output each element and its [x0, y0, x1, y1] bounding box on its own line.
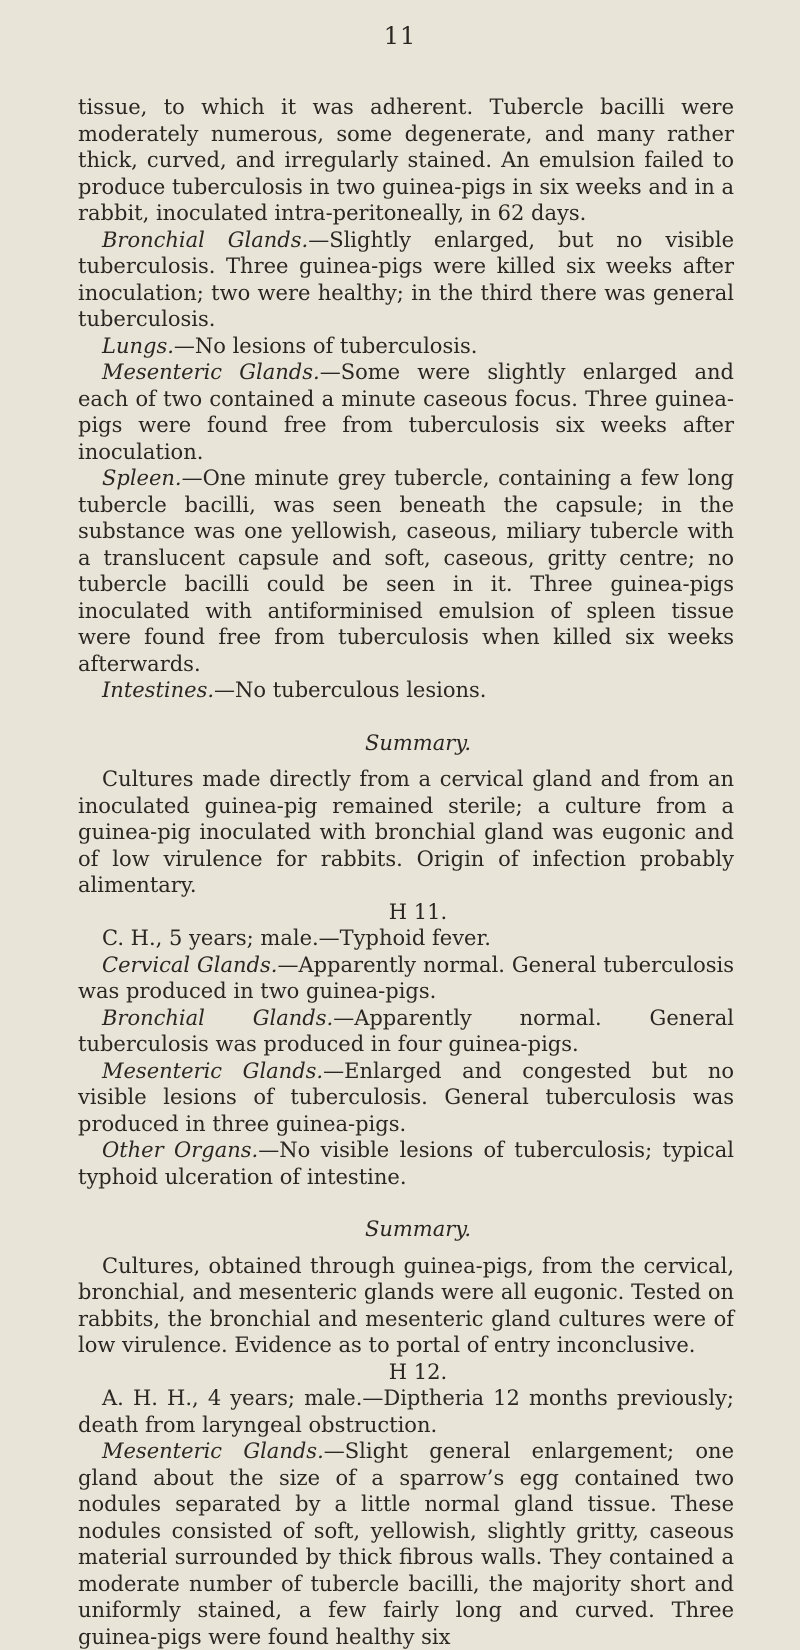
- paragraph-intestines: Intestines.—No tuberculous lesions.: [102, 678, 487, 702]
- paragraph-lead: Other Organs.: [102, 1138, 259, 1162]
- paragraph-lead: Intestines.: [102, 678, 215, 702]
- body-text: [78, 94, 734, 1650]
- paragraph-mesenteric-glands: Mesenteric Glands.—Enlarged and congested but no visible lesions of tuberculosis. General tuberculosis was produced in three guinea-pigs.: [78, 1058, 735, 1136]
- paragraph-lead: Spleen.: [102, 466, 182, 490]
- paragraph-mesenteric-glands: Mesenteric Glands.—Slight general enlargement; one gland about the size of a sparrow’s egg contained two nodules separated by a little normal gland tissue. These nodules consisted of soft, yellowish, slightly gritty, caseous material surrounded by thick fibrous walls. They contained a moderate number of tubercle bacilli, the majority short and uniformly stained, a few fairly long and curved. Three guinea-pigs were found healthy six: [78, 1439, 734, 1649]
- summary-heading: Summary.: [364, 1217, 472, 1241]
- summary-heading: Summary.: [364, 730, 472, 755]
- paragraph-case-intro: A. H. H., 4 years; male.—Diptheria 12 months previously; death from laryngeal obstruction.: [78, 1386, 734, 1437]
- paragraph-mesenteric-glands: Mesenteric Glands.—Some were slightly enlarged and each of two contained a minute caseous focus. Three guinea-pigs were found free from tuberculosis six weeks after inoculation.: [78, 360, 734, 464]
- paragraph-bronchial-glands: Bronchial Glands.—Slightly enlarged, but no visible tuberculosis. Three guinea-pigs were killed six weeks after inoculation; two were healthy; in the third there was general tuberculosis.: [78, 227, 734, 331]
- paragraph-lead: Mesenteric Glands.: [102, 1058, 324, 1083]
- paragraph-case-intro: C. H., 5 years; male.—Typhoid fever.: [102, 926, 491, 950]
- paragraph-lead: Cervical Glands.: [102, 952, 278, 977]
- paragraph-bronchial-glands: Bronchial Glands.—Apparently normal. General tuberculosis was produced in four guinea-pigs.: [78, 1005, 734, 1056]
- case-heading: H 11.: [388, 899, 448, 924]
- paragraph-other-organs: Other Organs.—No visible lesions of tuberculosis; typical typhoid ulceration of intestine.: [78, 1138, 734, 1189]
- paragraph-spleen: Spleen.—One minute grey tubercle, containing a few long tubercle bacilli, was seen beneath the capsule; in the substance was one yellowish, caseous, miliary tubercle with a translucent capsule and soft, caseous, gritty centre; no tubercle bacilli could be seen in it. Three guinea-pigs inoculated with antiforminised emulsion of spleen tissue were found free from tuberculosis when killed six weeks afterwards.: [78, 466, 734, 676]
- paragraph-lungs: Lungs.—No lesions of tuberculosis.: [102, 333, 478, 358]
- paragraph-lead: Mesenteric Glands.: [102, 360, 320, 384]
- paragraph-lead: Mesenteric Glands.: [102, 1439, 324, 1463]
- paragraph-lead: Lungs.: [102, 333, 174, 358]
- case-heading: H 12.: [388, 1359, 448, 1384]
- paragraph-summary: Cultures, obtained through guinea-pigs, from the cervical, bronchial, and mesenteric glands were all eugonic. Tested on rabbits, the bronchial and mesenteric gland cultures were of low virulence. Evidence as to portal of entry inconclusive.: [78, 1253, 734, 1357]
- page-number: 11: [383, 22, 417, 50]
- paragraph-lead: Bronchial Glands.: [102, 227, 309, 252]
- paragraph-summary: Cultures made directly from a cervical gland and from an inoculated guinea-pig remained sterile; a culture from a guinea-pig inoculated with bronchial gland was eugonic and of low virulence for rabbits. Origin of infection probably alimentary.: [78, 767, 734, 897]
- paragraph-cervical-glands: Cervical Glands.—Apparently normal. General tuberculosis was produced in two guinea-pigs.: [78, 952, 735, 1003]
- paragraph-continuation: tissue, to which it was adherent. Tubercle bacilli were moderately numerous, some degenerate, and many rather thick, curved, and irregularly stained. An emulsion failed to produce tuberculosis in two guinea-pigs in six weeks and in a rabbit, inoculated intra-peritoneally, in 62 days.: [78, 95, 734, 225]
- paragraph-lead: Bronchial Glands.: [102, 1005, 334, 1030]
